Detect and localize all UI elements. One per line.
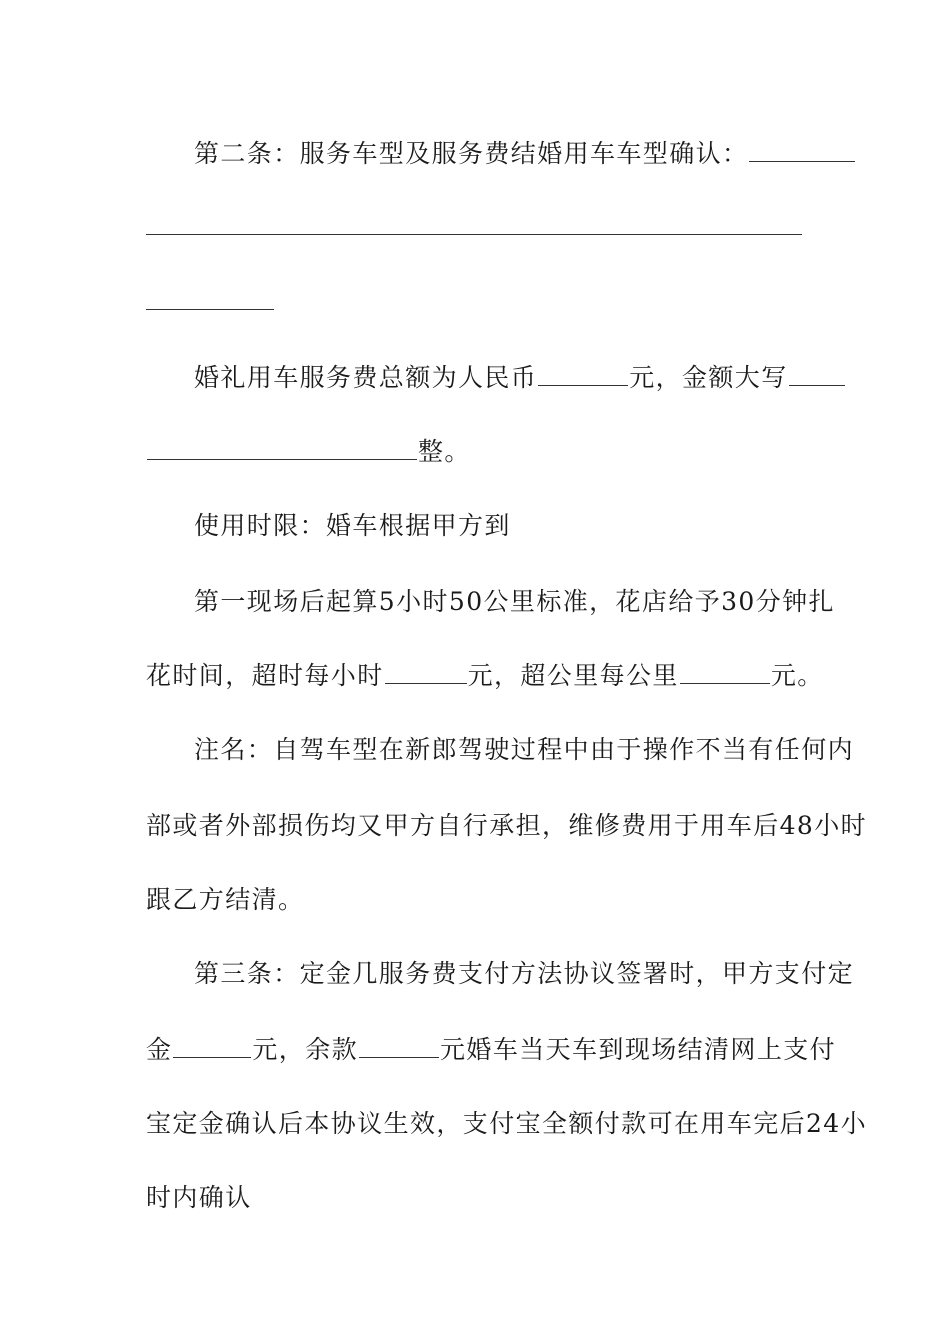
overtime-line-1 <box>146 586 835 618</box>
time-limit-text: 使用时限：婚车根据甲方到 <box>194 511 511 540</box>
fee-total-label: 婚礼用车服务费总额为人民币 <box>194 363 538 392</box>
overtime-km-blank <box>680 661 770 684</box>
article-3-line-1 <box>146 958 855 990</box>
note-text-2: 部或者外部损伤均又甲方自行承担，维修费用于用车后48小时 <box>146 811 868 840</box>
article-3-line-2 <box>146 1034 837 1066</box>
overtime-text-2c: 元。 <box>770 661 824 690</box>
vehicle-model-blank-line-2 <box>146 234 802 235</box>
article-2-heading: 第二条：服务车型及服务费结婚用车车型确认： <box>194 139 749 168</box>
fee-capital-blank-2 <box>147 437 417 460</box>
article-3-text-2b: 元，余款 <box>252 1035 359 1064</box>
time-limit-line <box>146 510 806 542</box>
overtime-text-2a: 花时间，超时每小时 <box>146 661 384 690</box>
overtime-text-1: 第一现场后起算5小时50公里标准，花店给予30分钟扎 <box>194 587 835 616</box>
note-line-1 <box>146 734 855 766</box>
article-2-heading-line <box>146 138 806 170</box>
fee-amount-blank <box>538 363 628 386</box>
article-3-text-2c: 元婚车当天车到现场结清网上支付 <box>440 1035 837 1064</box>
fee-capital-blank <box>789 363 845 386</box>
article-3-text-4: 时内确认 <box>146 1183 252 1212</box>
note-line-3 <box>146 884 806 916</box>
fee-total-line <box>146 362 806 394</box>
deposit-blank <box>173 1035 251 1058</box>
vehicle-model-blank <box>749 139 855 162</box>
article-3-line-3 <box>146 1108 868 1140</box>
article-3-text-1: 第三条：定金几服务费支付方法协议签署时，甲方支付定 <box>194 959 855 988</box>
article-3-line-4 <box>146 1182 806 1214</box>
note-text-1: 注名：自驾车型在新郎驾驶过程中由于操作不当有任何内 <box>194 735 855 764</box>
fee-capital-line <box>146 436 806 468</box>
fee-capital-suffix: 整。 <box>418 437 471 466</box>
note-text-3: 跟乙方结清。 <box>146 885 305 914</box>
article-3-text-2a: 金 <box>146 1035 173 1064</box>
vehicle-model-blank-line-3 <box>146 309 274 310</box>
article-3-text-3: 宝定金确认后本协议生效，支付宝全额付款可在用车完后24小 <box>146 1109 868 1138</box>
fee-unit-label: 元，金额大写 <box>629 363 788 392</box>
overtime-line-2 <box>146 660 824 692</box>
note-line-2 <box>146 810 868 842</box>
overtime-hour-blank <box>385 661 467 684</box>
balance-blank <box>359 1035 439 1058</box>
overtime-text-2b: 元，超公里每公里 <box>467 661 679 690</box>
